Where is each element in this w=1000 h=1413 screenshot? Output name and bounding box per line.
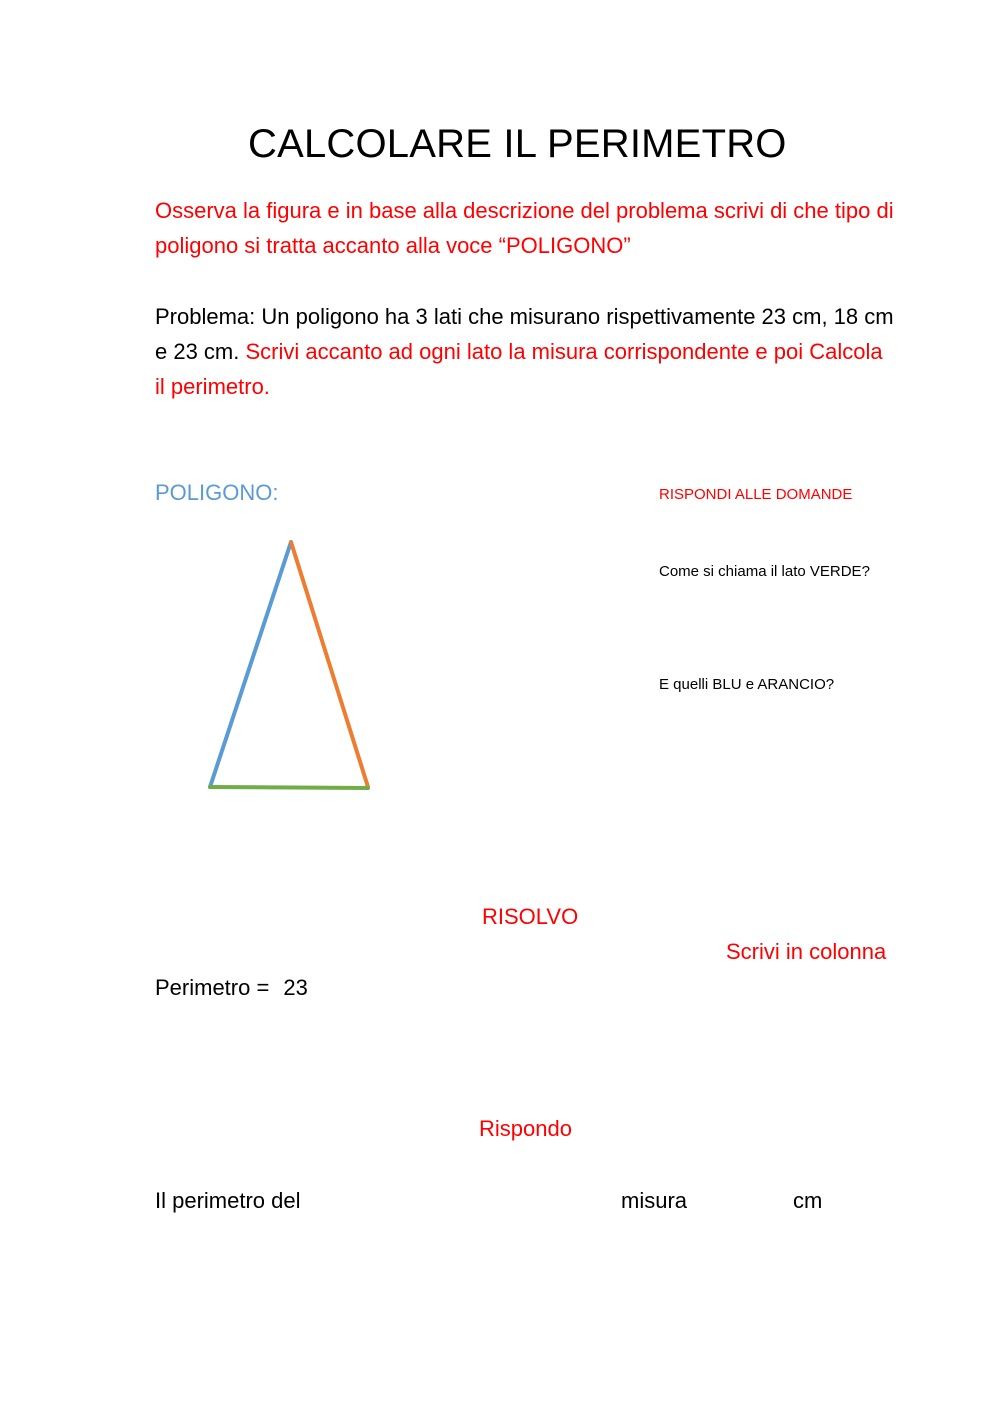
triangle-side-blue xyxy=(210,542,291,787)
question-green-side: Come si chiama il lato VERDE? xyxy=(659,563,870,580)
perimeter-line xyxy=(155,975,308,1001)
question-blue-orange-sides: E quelli BLU e ARANCIO? xyxy=(659,676,835,693)
problem-instruction: Scrivi accanto ad ogni lato la misura corrispondente e poi Calcola il perimetro. xyxy=(155,339,883,399)
perimeter-value: 23 xyxy=(283,975,308,1000)
answer-heading: Rispondo xyxy=(479,1116,572,1141)
perimeter-label: Perimetro = xyxy=(155,975,270,1000)
triangle-side-orange xyxy=(291,542,368,787)
answer-sentence-start: Il perimetro del xyxy=(155,1188,301,1213)
page-title: CALCOLARE IL PERIMETRO xyxy=(248,122,787,166)
answer-sentence-unit: cm xyxy=(793,1188,823,1213)
instruction-text: Osserva la figura e in base alla descrizione del problema scrivi di che tipo di poligono si tratta accanto alla voce “POLIGONO” xyxy=(155,198,894,258)
solve-heading: RISOLVO xyxy=(482,904,579,929)
column-hint: Scrivi in colonna xyxy=(726,939,887,964)
questions-heading: RISPONDI ALLE DOMANDE xyxy=(659,486,853,503)
triangle-base-green xyxy=(210,787,368,788)
answer-sentence-middle: misura xyxy=(621,1188,688,1213)
problem-text xyxy=(155,299,895,404)
polygon-label: POLIGONO: xyxy=(155,480,279,505)
problem-statement: Problema: Un poligono ha 3 lati che misurano rispettivamente 23 cm, 18 cm e 23 cm. xyxy=(155,304,894,364)
isosceles-triangle-figure xyxy=(200,530,380,800)
